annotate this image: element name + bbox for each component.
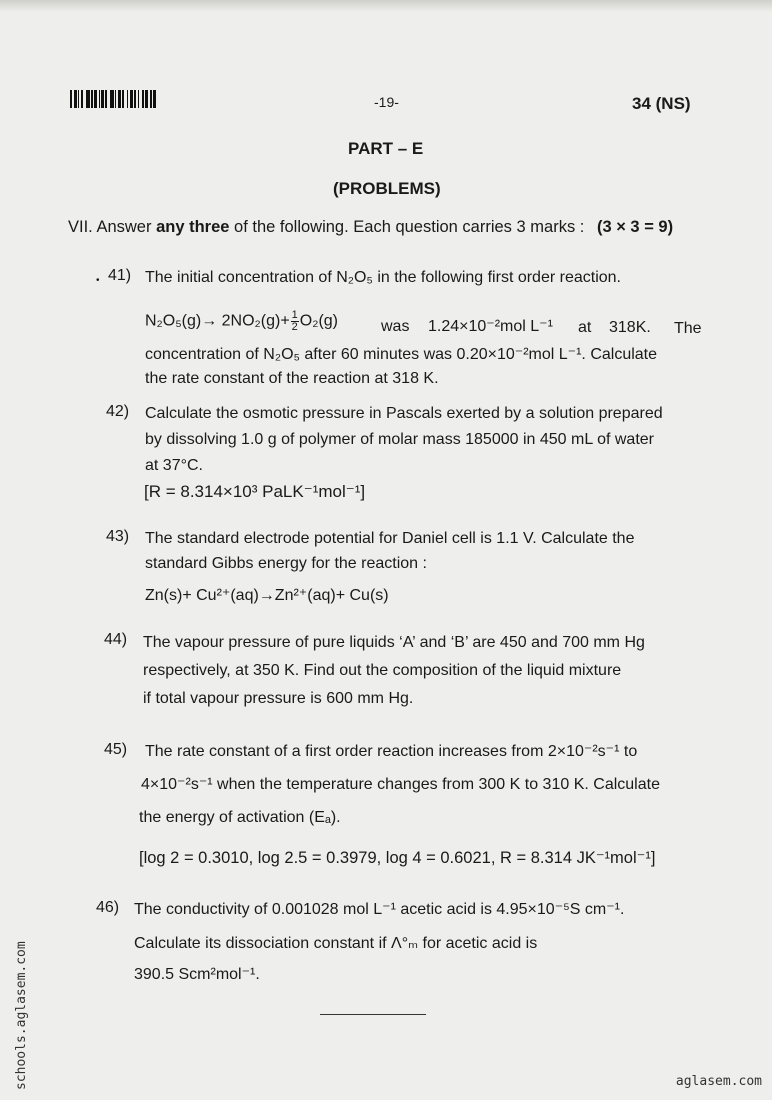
page-edge <box>0 0 772 12</box>
barcode-icon <box>70 90 176 108</box>
section-subtitle: (PROBLEMS) <box>333 179 441 198</box>
q42-line1: Calculate the osmotic pressure in Pascals exerted by a solution prepared <box>145 405 663 422</box>
instruction-pre: Answer <box>96 218 157 236</box>
side-watermark: schools.aglasem.com <box>14 941 29 1090</box>
q46-line2: Calculate its dissociation constant if Λ°ₘ for acetic acid is <box>134 935 538 952</box>
q44-line2: respectively, at 350 K. Find out the composition of the liquid mixture <box>143 662 622 679</box>
q45-constants: [log 2 = 0.3010, log 2.5 = 0.3979, log 4 = 0.6021, R = 8.314 JK⁻¹mol⁻¹] <box>139 849 656 867</box>
q41-fraction: $\frac{1}{2}$ <box>291 309 298 333</box>
paper-code: 34 (NS) <box>632 94 691 113</box>
q44-number: 44) <box>104 631 128 648</box>
q45-line1: The rate constant of a first order reaction increases from 2×10⁻²s⁻¹ to <box>145 743 638 760</box>
q41-the: The <box>674 320 702 337</box>
instruction-roman: VII. <box>68 218 93 236</box>
q41-line3: concentration of N₂O₅ after 60 minutes was 0.20×10⁻²mol L⁻¹. Calculate <box>145 346 658 363</box>
q41-line4: the rate constant of the reaction at 318 K. <box>145 370 439 387</box>
instruction-text: of the following. Each question carries 3 marks : <box>229 218 585 236</box>
instruction-marks: (3 × 3 = 9) <box>596 218 674 236</box>
q41-temp: 318K. <box>609 319 651 336</box>
q42-number: 42) <box>106 403 130 420</box>
q42-line2: by dissolving 1.0 g of polymer of molar mass 185000 in 450 mL of water <box>145 431 654 448</box>
q43-line1: The standard electrode potential for Daniel cell is 1.1 V. Calculate the <box>145 530 635 547</box>
q43-line2: standard Gibbs energy for the reaction : <box>145 555 427 572</box>
end-rule <box>320 1014 426 1015</box>
bottom-watermark: aglasem.com <box>675 1074 762 1089</box>
q45-number: 45) <box>104 741 128 758</box>
q45-line2: 4×10⁻²s⁻¹ when the temperature changes from 300 K to 310 K. Calculate <box>141 776 660 793</box>
instruction-line <box>68 217 673 237</box>
q42-constant: [R = 8.314×10³ PaLK⁻¹mol⁻¹] <box>144 482 366 501</box>
q41-at: at <box>578 319 592 336</box>
q41-line1: The initial concentration of N₂O₅ in the following first order reaction. <box>145 269 621 286</box>
q46-line3: 390.5 Scm²mol⁻¹. <box>134 966 260 983</box>
q43-equation: Zn(s)+ Cu²⁺(aq)→Zn²⁺(aq)+ Cu(s) <box>145 587 389 604</box>
q43-number: 43) <box>106 528 130 545</box>
q41-equation: N₂O₅(g)→ 2NO₂(g)+ $\frac{1}{2}$ O₂(g) <box>145 309 339 333</box>
q45-line3: the energy of activation (Eₐ). <box>139 809 341 826</box>
q44-line1: The vapour pressure of pure liquids ‘A’ and ‘B’ are 450 and 700 mm Hg <box>143 634 645 651</box>
q41-number: 41) <box>108 267 132 284</box>
q46-number: 46) <box>96 899 120 916</box>
q42-line3: at 37°C. <box>145 457 203 474</box>
bullet-icon: • <box>96 275 100 286</box>
q44-line3: if total vapour pressure is 600 mm Hg. <box>143 690 414 707</box>
q41-was: was <box>381 318 410 335</box>
part-title: PART – E <box>348 139 424 158</box>
instruction-emphasis: any three <box>156 218 230 236</box>
q41-value: 1.24×10⁻²mol L⁻¹ <box>428 318 553 335</box>
q46-line1: The conductivity of 0.001028 mol L⁻¹ acetic acid is 4.95×10⁻⁵S cm⁻¹. <box>134 901 625 918</box>
page-number: -19- <box>374 94 399 110</box>
